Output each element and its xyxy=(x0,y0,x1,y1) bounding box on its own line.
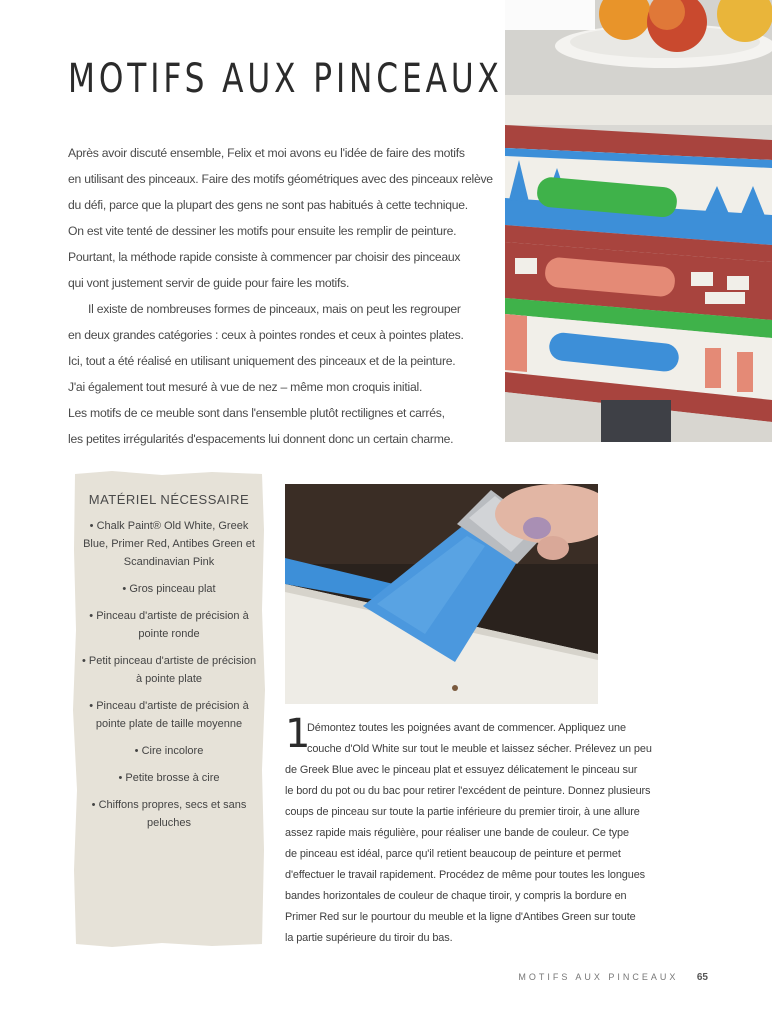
intro-paragraph-1 xyxy=(68,140,508,296)
furniture-illustration xyxy=(505,0,772,442)
material-box xyxy=(72,470,266,948)
furniture-photo xyxy=(505,0,772,442)
material-list xyxy=(72,517,266,832)
list-item: • Pinceau d'artiste de précision à pointe ronde xyxy=(72,607,266,643)
material-title: MATÉRIEL NÉCESSAIRE xyxy=(88,492,250,507)
intro-line: en utilisant des pinceaux. Faire des motifs géométriques avec des pinceaux relève xyxy=(68,172,493,186)
intro-paragraph-2 xyxy=(68,296,508,452)
page-number: 65 xyxy=(696,972,708,983)
list-item: • Gros pinceau plat xyxy=(72,580,266,598)
intro-line: Les motifs de ce meuble sont dans l'ensemble plutôt rectilignes et carrés, xyxy=(68,406,445,420)
intro-text xyxy=(68,140,508,452)
list-item: • Cire incolore xyxy=(72,742,266,760)
list-item: • Pinceau d'artiste de précision à pointe plate de taille moyenne xyxy=(72,697,266,733)
intro-line: du défi, parce que la plupart des gens ne sont pas habitués à cette technique. xyxy=(68,198,468,212)
intro-line: en deux grandes catégories : ceux à pointes rondes et ceux à pointes plates. xyxy=(68,328,464,342)
running-head: MOTIFS AUX PINCEAUX xyxy=(518,972,679,982)
step-number: 1 xyxy=(285,711,311,757)
step-line: de pinceau est idéal, parce qu'il retient beaucoup de peinture et permet xyxy=(285,848,621,860)
intro-line: J'ai également tout mesuré à vue de nez – même mon croquis initial. xyxy=(68,380,423,394)
step-line: assez rapide mais régulière, pour réaliser une bande de couleur. Ce type xyxy=(285,827,629,839)
page-footer xyxy=(518,972,708,983)
step-line: le bord du pot ou du bac pour retirer l'excédent de peinture. Donnez plusieurs xyxy=(285,785,651,797)
step-text xyxy=(285,718,705,949)
step-line: la partie supérieure du tiroir du bas. xyxy=(285,932,453,944)
intro-line: les petites irrégularités d'espacements lui donnent donc un certain charme. xyxy=(68,432,454,446)
intro-line: On est vite tenté de dessiner les motifs pour ensuite les remplir de peinture. xyxy=(68,224,457,238)
list-item: • Chalk Paint® Old White, Greek Blue, Primer Red, Antibes Green et Scandinavian Pink xyxy=(72,517,266,571)
intro-line: Pourtant, la méthode rapide consiste à commencer par choisir des pinceaux xyxy=(68,250,461,264)
list-item: • Petit pinceau d'artiste de précision à pointe plate xyxy=(72,652,266,688)
page-title: MOTIFS AUX PINCEAUX xyxy=(68,56,503,102)
step-1 xyxy=(285,711,705,949)
intro-line: Ici, tout a été réalisé en utilisant uniquement des pinceaux et de la peinture. xyxy=(68,354,456,368)
step-line: de Greek Blue avec le pinceau plat et essuyez délicatement le pinceau sur xyxy=(285,764,638,776)
step-line: Démontez toutes les poignées avant de commencer. Appliquez une xyxy=(307,722,626,734)
brush-illustration xyxy=(285,484,598,704)
step-line: coups de pinceau sur toute la partie inférieure du premier tiroir, à une allure xyxy=(285,806,640,818)
step-line: bandes horizontales de couleur de chaque tiroir, y compris la bordure en xyxy=(285,890,627,902)
material-content xyxy=(72,492,266,841)
list-item: • Petite brosse à cire xyxy=(72,769,266,787)
step-line: d'effectuer le travail rapidement. Procédez de même pour toutes les longues xyxy=(285,869,646,881)
step-line: Primer Red sur le pourtour du meuble et la ligne d'Antibes Green sur toute xyxy=(285,911,636,923)
list-item: • Chiffons propres, secs et sans peluches xyxy=(72,796,266,832)
brush-photo xyxy=(285,484,598,704)
intro-line: Il existe de nombreuses formes de pinceaux, mais on peut les regrouper xyxy=(88,302,461,316)
step-line: couche d'Old White sur tout le meuble et laissez sécher. Prélevez un peu xyxy=(307,743,652,755)
intro-line: Après avoir discuté ensemble, Felix et moi avons eu l'idée de faire des motifs xyxy=(68,146,465,160)
intro-line: qui vont justement servir de guide pour faire les motifs. xyxy=(68,276,350,290)
